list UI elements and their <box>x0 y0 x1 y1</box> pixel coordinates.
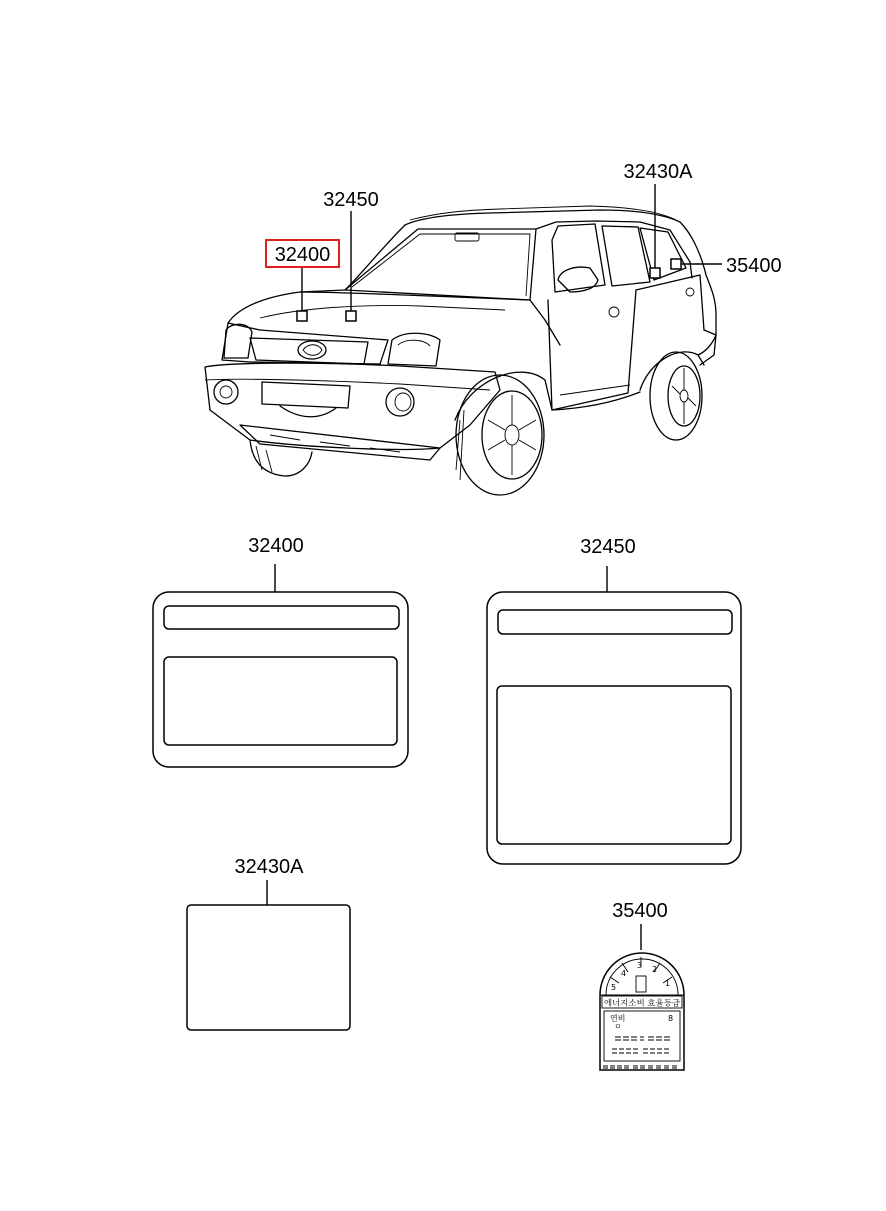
label-marker <box>297 311 307 321</box>
callout-32450-top[interactable] <box>323 189 379 321</box>
label-body-panel <box>164 657 397 745</box>
callout-label: 32430A <box>623 161 693 183</box>
label-marker <box>650 268 660 278</box>
label-header-strip <box>498 610 732 634</box>
svg-text:1: 1 <box>665 979 671 988</box>
svg-text:2: 2 <box>652 965 658 974</box>
callout-label: 32400 <box>274 244 331 266</box>
svg-text:ㅇ: ㅇ <box>614 1022 622 1031</box>
svg-text:4: 4 <box>621 969 627 978</box>
part-number: 32400 <box>248 535 304 557</box>
part-35400-label[interactable] <box>600 900 684 1070</box>
part-number: 35400 <box>612 900 668 922</box>
label-header-strip <box>164 606 399 629</box>
svg-text:3: 3 <box>637 961 643 970</box>
callout-32400-top[interactable] <box>266 240 339 321</box>
callout-label: 32450 <box>323 189 379 211</box>
part-32450-label[interactable] <box>487 536 741 864</box>
fuel-economy-value: 8 <box>668 1014 674 1023</box>
label-outline <box>600 953 684 1070</box>
label-marker <box>346 311 356 321</box>
fuel-economy-label: 연비 <box>610 1014 626 1023</box>
label-marker <box>671 259 681 269</box>
label-outline <box>187 905 350 1030</box>
svg-text:5: 5 <box>611 983 617 992</box>
part-32400-label[interactable] <box>153 535 408 767</box>
rear-wheel-icon <box>650 352 702 440</box>
front-wheel-icon <box>456 375 544 495</box>
callout-label: 35400 <box>726 255 782 277</box>
label-body-panel <box>497 686 731 844</box>
part-number: 32430A <box>234 856 304 878</box>
energy-label-title: 에너지소비 효율등급 <box>604 998 677 1008</box>
part-number: 32450 <box>580 536 636 558</box>
part-32430A-label[interactable] <box>187 856 350 1030</box>
